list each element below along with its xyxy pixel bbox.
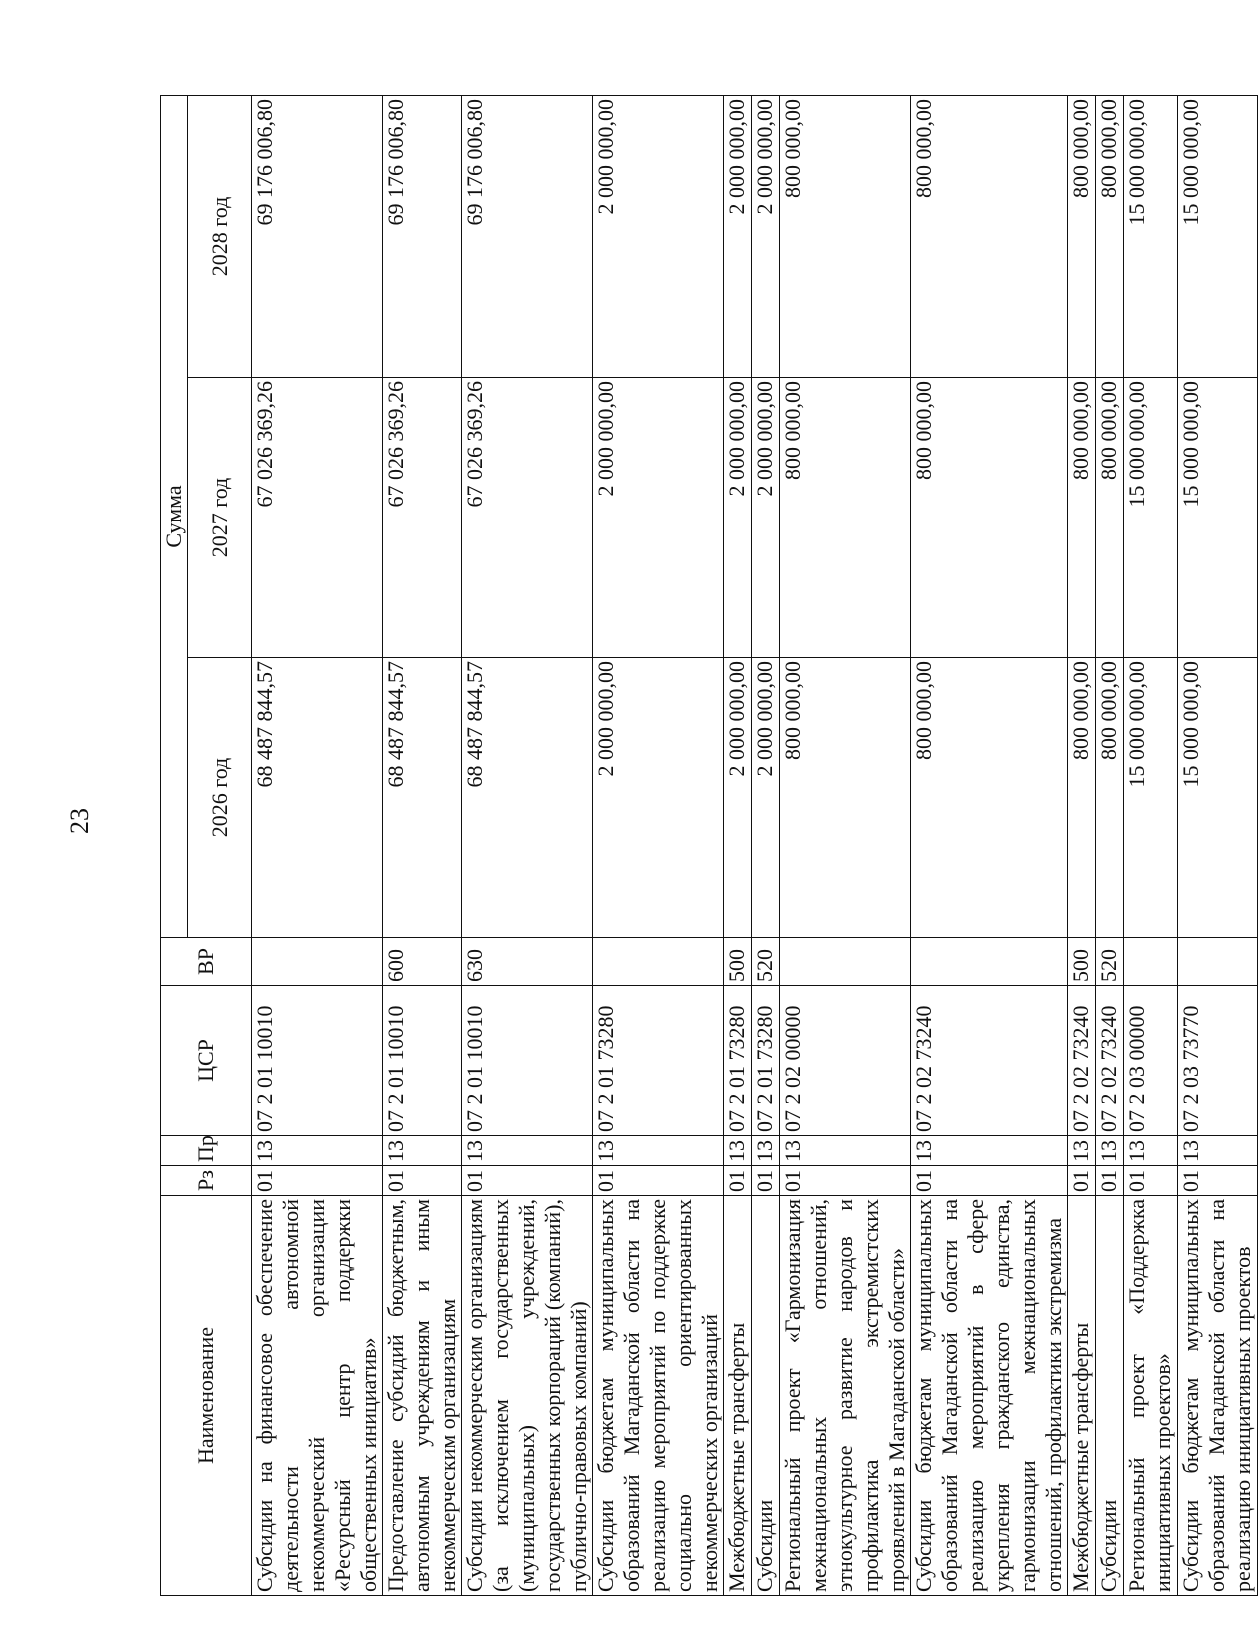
row-2028: 2 000 000,00: [724, 95, 752, 377]
row-2027: 67 026 369,26: [252, 378, 383, 658]
row-name: Региональный проект «Поддержка инициативных проектов»: [1124, 1196, 1178, 1596]
table-row: [252, 95, 383, 1595]
row-name: Субсидии: [752, 1196, 780, 1596]
row-name: Субсидии некоммерческим организациям (за исключением государственных (муниципальных) учреждений, государственных корпораций (компаний), публично-правовых компаний): [462, 1196, 593, 1596]
row-name: Субсидии на финансовое обеспечение деятельности автономной некоммерческий организации «Ресурсный центр поддержки общественных инициатив»: [252, 1196, 383, 1596]
row-vr: 500: [724, 938, 752, 986]
row-2027: 67 026 369,26: [462, 378, 593, 658]
row-pr: 13: [780, 1136, 911, 1166]
row-vr: [593, 938, 724, 986]
row-2028: 800 000,00: [1096, 95, 1124, 377]
row-2028: 15 000 000,00: [1178, 95, 1258, 377]
table-row: [1178, 95, 1258, 1595]
row-name: Субсидии бюджетам муниципальных образований Магаданской области на реализацию инициативных проектов: [1178, 1196, 1258, 1596]
table-row: [593, 95, 724, 1595]
row-csr: 07 2 02 73240: [911, 986, 1068, 1136]
row-2028: 800 000,00: [911, 95, 1068, 377]
row-pr: 13: [1178, 1136, 1258, 1166]
row-rz: 01: [1178, 1166, 1258, 1196]
table-row: [383, 95, 462, 1595]
row-csr: 07 2 03 00000: [1124, 986, 1178, 1136]
row-2028: 15 000 000,00: [1124, 95, 1178, 377]
row-2027: 800 000,00: [911, 378, 1068, 658]
row-pr: 13: [252, 1136, 383, 1166]
row-2028: 800 000,00: [780, 95, 911, 377]
row-rz: 01: [752, 1166, 780, 1196]
row-csr: 07 2 02 73240: [1068, 986, 1096, 1136]
row-rz: 01: [383, 1166, 462, 1196]
header-2026: 2026 год: [188, 658, 252, 938]
header-rz: Рз: [161, 1166, 252, 1196]
header-csr: ЦСР: [161, 986, 252, 1136]
row-2027: 2 000 000,00: [724, 378, 752, 658]
row-csr: 07 2 01 73280: [593, 986, 724, 1136]
row-2027: 2 000 000,00: [593, 378, 724, 658]
row-2027: 15 000 000,00: [1124, 378, 1178, 658]
row-rz: 01: [911, 1166, 1068, 1196]
header-2028: 2028 год: [188, 95, 252, 377]
row-2027: 2 000 000,00: [752, 378, 780, 658]
row-vr: 520: [1096, 938, 1124, 986]
row-csr: 07 2 01 73280: [724, 986, 752, 1136]
row-2028: 2 000 000,00: [593, 95, 724, 377]
table-row: [911, 95, 1068, 1595]
row-csr: 07 2 02 73240: [1096, 986, 1124, 1136]
page-number: 23: [65, 808, 94, 834]
table-row: [1068, 95, 1096, 1595]
row-name: Межбюджетные трансферты: [1068, 1196, 1096, 1596]
row-vr: [252, 938, 383, 986]
row-csr: 07 2 02 00000: [780, 986, 911, 1136]
row-2027: 800 000,00: [1096, 378, 1124, 658]
row-pr: 13: [911, 1136, 1068, 1166]
row-2026: 2 000 000,00: [724, 658, 752, 938]
row-2028: 69 176 006,80: [462, 95, 593, 377]
row-pr: 13: [383, 1136, 462, 1166]
row-rz: 01: [593, 1166, 724, 1196]
row-name: Субсидии бюджетам муниципальных образований Магаданской области на реализацию мероприятий в сфере укрепления гражданского единства, гармонизации межнациональных отношений, профилактики экстремизма: [911, 1196, 1068, 1596]
row-rz: 01: [724, 1166, 752, 1196]
row-2027: 800 000,00: [780, 378, 911, 658]
table-row: [724, 95, 752, 1595]
row-2026: 2 000 000,00: [593, 658, 724, 938]
row-2026: 68 487 844,57: [462, 658, 593, 938]
header-pr: Пр: [161, 1136, 252, 1166]
row-2026: 2 000 000,00: [752, 658, 780, 938]
row-vr: [1178, 938, 1258, 986]
row-pr: 13: [1068, 1136, 1096, 1166]
row-2026: 15 000 000,00: [1178, 658, 1258, 938]
row-2026: 800 000,00: [780, 658, 911, 938]
row-pr: 13: [752, 1136, 780, 1166]
table-row: [752, 95, 780, 1595]
row-vr: 600: [383, 938, 462, 986]
row-2026: 800 000,00: [1068, 658, 1096, 938]
row-csr: 07 2 03 73770: [1178, 986, 1258, 1136]
header-sum: Сумма: [161, 95, 188, 937]
row-name: Межбюджетные трансферты: [724, 1196, 752, 1596]
row-csr: 07 2 01 10010: [383, 986, 462, 1136]
table-row: [780, 95, 911, 1595]
row-name: Субсидии: [1096, 1196, 1124, 1596]
row-2026: 800 000,00: [911, 658, 1068, 938]
row-2028: 69 176 006,80: [252, 95, 383, 377]
header-2027: 2027 год: [188, 378, 252, 658]
row-2027: 800 000,00: [1068, 378, 1096, 658]
row-rz: 01: [1068, 1166, 1096, 1196]
row-rz: 01: [1124, 1166, 1178, 1196]
header-name: Наименование: [161, 1196, 252, 1596]
row-pr: 13: [1096, 1136, 1124, 1166]
row-rz: 01: [462, 1166, 593, 1196]
row-csr: 07 2 01 73280: [752, 986, 780, 1136]
table-row: [1124, 95, 1178, 1595]
row-2028: 2 000 000,00: [752, 95, 780, 377]
header-vr: ВР: [161, 938, 252, 986]
row-vr: [780, 938, 911, 986]
row-2026: 68 487 844,57: [383, 658, 462, 938]
row-vr: 500: [1068, 938, 1096, 986]
row-vr: [911, 938, 1068, 986]
row-pr: 13: [1124, 1136, 1178, 1166]
row-pr: 13: [462, 1136, 593, 1166]
row-rz: 01: [252, 1166, 383, 1196]
row-rz: 01: [780, 1166, 911, 1196]
row-csr: 07 2 01 10010: [252, 986, 383, 1136]
row-2026: 68 487 844,57: [252, 658, 383, 938]
row-name: Предоставление субсидий бюджетным, автономным учреждениям и иным некоммерческим организациям: [383, 1196, 462, 1596]
row-2027: 67 026 369,26: [383, 378, 462, 658]
row-name: Субсидии бюджетам муниципальных образований Магаданской области на реализацию мероприятий по поддержке социально ориентированных некоммерческих организаций: [593, 1196, 724, 1596]
row-2028: 69 176 006,80: [383, 95, 462, 377]
row-rz: 01: [1096, 1166, 1124, 1196]
row-vr: 630: [462, 938, 593, 986]
row-vr: [1124, 938, 1178, 986]
row-pr: 13: [593, 1136, 724, 1166]
table-row: [1096, 95, 1124, 1595]
rotated-page-content: [160, 96, 1255, 1596]
row-csr: 07 2 01 10010: [462, 986, 593, 1136]
row-name: Региональный проект «Гармонизация межнациональных отношений, этнокультурное развитие народов и профилактика экстремистских проявлений в Магаданской области»: [780, 1196, 911, 1596]
row-2028: 800 000,00: [1068, 95, 1096, 377]
table-row: [462, 95, 593, 1595]
row-2027: 15 000 000,00: [1178, 378, 1258, 658]
row-2026: 15 000 000,00: [1124, 658, 1178, 938]
row-vr: 520: [752, 938, 780, 986]
budget-table: [160, 95, 1258, 1596]
row-2026: 800 000,00: [1096, 658, 1124, 938]
header-row-top: [161, 95, 188, 1595]
row-pr: 13: [724, 1136, 752, 1166]
